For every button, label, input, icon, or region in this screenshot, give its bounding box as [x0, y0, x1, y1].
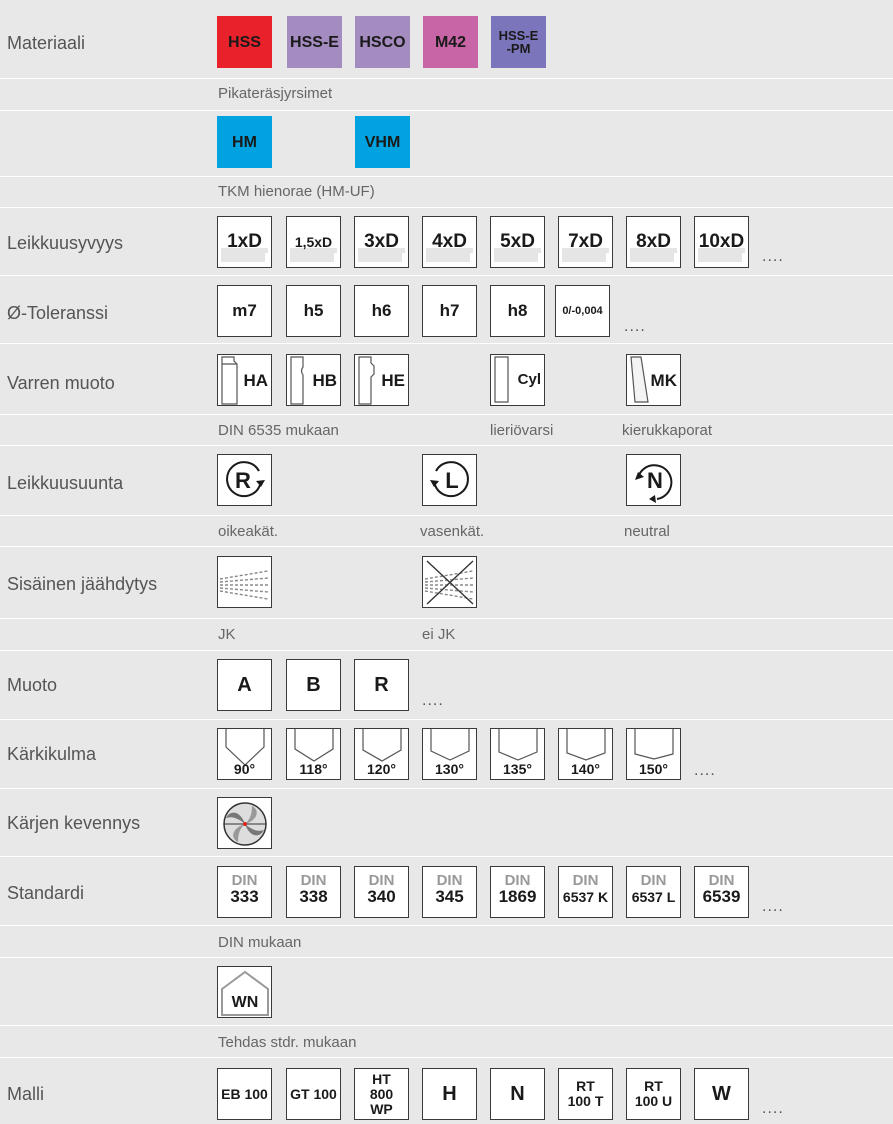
direction-neutral	[626, 454, 681, 506]
shank-mk: MK	[626, 354, 681, 406]
divider	[0, 110, 893, 111]
model-more: ....	[762, 1100, 784, 1117]
caption-hss: Pikateräsjyrsimet	[218, 85, 333, 102]
direction-left-letter: L	[445, 468, 459, 493]
model-gt100: GT 100	[286, 1068, 341, 1120]
shank-hb: HB	[286, 354, 341, 406]
material-hss-e-pm: HSS-E-PM	[491, 16, 546, 68]
row-label-shank: Varren muoto	[7, 373, 115, 393]
shape-b: B	[286, 659, 341, 711]
row-label-direction: Leikkuusuunta	[7, 473, 124, 493]
caption-neutral: neutral	[624, 523, 670, 540]
material-hm: HM	[217, 116, 272, 168]
material-hss-e: HSS-E	[287, 16, 342, 68]
caption-no-jk: ei JK	[422, 626, 456, 643]
factory-standard-letters: WN	[231, 994, 259, 1011]
direction-left	[422, 454, 477, 506]
model-n: N	[490, 1068, 545, 1120]
tolerance-m7: m7	[217, 285, 272, 337]
standard-din-6537k: DIN 6537 K	[558, 866, 613, 918]
neutral-arrow-icon	[627, 455, 682, 507]
row-label-standard: Standardi	[7, 883, 85, 903]
divider	[0, 546, 893, 547]
tolerance-h6: h6	[354, 285, 409, 337]
model-w: W	[694, 1068, 749, 1120]
divider	[0, 445, 893, 446]
tolerance-0-004: 0/-0,004	[555, 285, 610, 337]
tolerance-h8: h8	[490, 285, 545, 337]
shape-a: A	[217, 659, 272, 711]
depth-more: ....	[762, 248, 784, 265]
shape-r: R	[354, 659, 409, 711]
material-m42: M42	[423, 16, 478, 68]
caption-carbide: TKM hienorae (HM-UF)	[218, 183, 375, 200]
angle-135: 135°	[490, 728, 545, 780]
divider	[0, 176, 893, 177]
row-label-tolerance: Ø-Toleranssi	[7, 303, 109, 323]
angle-130: 130°	[422, 728, 477, 780]
divider	[0, 1057, 893, 1058]
standard-din-338: DIN 338	[286, 866, 341, 918]
tolerance-h5: h5	[286, 285, 341, 337]
divider	[0, 515, 893, 516]
row-label-depth: Leikkuusyvyys	[7, 233, 124, 253]
row-label-point-angle: Kärkikulma	[7, 744, 97, 764]
counterclockwise-arrow-icon	[423, 455, 478, 507]
coolant-spray-icon	[218, 557, 273, 609]
depth-8xd: 8xD	[626, 216, 681, 268]
divider	[0, 1025, 893, 1026]
model-rt100t: RT 100 T	[558, 1068, 613, 1120]
factory-standard-wn	[217, 966, 272, 1018]
row-label-coolant: Sisäinen jäähdytys	[7, 574, 158, 594]
standard-din-6537l: DIN 6537 L	[626, 866, 681, 918]
material-hss: HSS	[217, 16, 272, 68]
depth-1xd: 1xD	[217, 216, 272, 268]
divider	[0, 618, 893, 619]
depth-5xd: 5xD	[490, 216, 545, 268]
caption-jk: JK	[218, 626, 236, 643]
point-thinning-icon	[218, 798, 273, 850]
direction-neutral-letter: N	[647, 468, 663, 493]
divider	[0, 650, 893, 651]
angle-more: ....	[694, 762, 716, 779]
caption-right-hand: oikeakät.	[218, 523, 279, 540]
house-icon	[218, 967, 273, 1019]
standard-din-333: DIN 333	[217, 866, 272, 918]
standard-more: ....	[762, 898, 784, 915]
divider	[0, 207, 893, 208]
caption-cylindrical: lieriövarsi	[490, 422, 554, 439]
standard-din-340: DIN 340	[354, 866, 409, 918]
depth-10xd: 10xD	[694, 216, 749, 268]
row-label-material: Materiaali	[7, 33, 86, 53]
coolant-crossed-icon	[423, 557, 478, 609]
material-vhm: VHM	[355, 116, 410, 168]
depth-4xd: 4xD	[422, 216, 477, 268]
divider	[0, 343, 893, 344]
point-thinning	[217, 797, 272, 849]
caption-din6535: DIN 6535 mukaan	[218, 422, 339, 439]
caption-din: DIN mukaan	[218, 934, 302, 951]
model-ht800wp: HT 800 WP	[354, 1068, 409, 1120]
angle-120: 120°	[354, 728, 409, 780]
caption-left-hand: vasenkät.	[420, 523, 485, 540]
model-h: H	[422, 1068, 477, 1120]
divider	[0, 856, 893, 857]
shank-he: HE	[354, 354, 409, 406]
standard-din-6539: DIN 6539	[694, 866, 749, 918]
divider	[0, 414, 893, 415]
divider	[0, 925, 893, 926]
shank-cyl: Cyl	[490, 354, 545, 406]
angle-118: 118°	[286, 728, 341, 780]
model-rt100u: RT 100 U	[626, 1068, 681, 1120]
angle-140: 140°	[558, 728, 613, 780]
model-eb100: EB 100	[217, 1068, 272, 1120]
no-internal-coolant	[422, 556, 477, 608]
divider	[0, 275, 893, 276]
divider	[0, 78, 893, 79]
direction-right	[217, 454, 272, 506]
direction-right-letter: R	[235, 468, 251, 493]
standard-din-1869: DIN 1869	[490, 866, 545, 918]
caption-morse-taper: kierukkaporat	[622, 422, 713, 439]
depth-1-5xd: 1,5xD	[286, 216, 341, 268]
internal-coolant	[217, 556, 272, 608]
divider	[0, 957, 893, 958]
row-label-shape: Muoto	[7, 675, 58, 695]
angle-150: 150°	[626, 728, 681, 780]
standard-din-345: DIN 345	[422, 866, 477, 918]
tolerance-more: ....	[624, 318, 646, 335]
clockwise-arrow-icon	[218, 455, 273, 507]
depth-3xd: 3xD	[354, 216, 409, 268]
row-label-point-thinning: Kärjen kevennys	[7, 813, 141, 833]
shape-more: ....	[422, 692, 444, 709]
tolerance-h7: h7	[422, 285, 477, 337]
divider	[0, 719, 893, 720]
row-label-model: Malli	[7, 1084, 45, 1104]
caption-factory: Tehdas stdr. mukaan	[218, 1034, 357, 1051]
angle-90: 90°	[217, 728, 272, 780]
divider	[0, 788, 893, 789]
material-hsco: HSCO	[355, 16, 410, 68]
depth-7xd: 7xD	[558, 216, 613, 268]
shank-ha: HA	[217, 354, 272, 406]
